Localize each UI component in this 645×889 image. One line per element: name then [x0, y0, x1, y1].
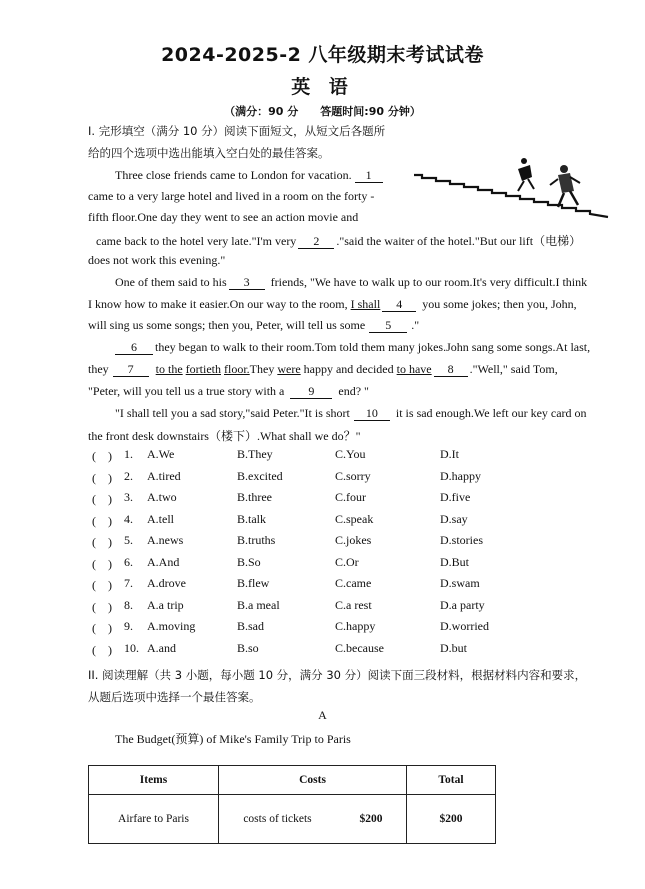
stairs-illustration: [412, 155, 612, 225]
option-a: A.tired: [147, 468, 181, 483]
question-number: 3.: [124, 490, 133, 504]
header-total: Total: [407, 766, 496, 795]
option-c: C.came: [335, 576, 372, 590]
passage-line-4: [96, 232, 581, 249]
cell-desc: costs of tickets: [219, 795, 337, 844]
passage-text: ."said the waiter of the hotel."But our lift（电梯）: [336, 234, 582, 248]
passage-line-9: [115, 340, 590, 355]
option-b: B.so: [237, 640, 259, 655]
blank-10: 10: [354, 407, 390, 421]
passage-text: "Peter, will you tell us a true story with a: [88, 384, 285, 398]
passage-line-13: the front desk downstairs（楼下）.What shall we do？": [88, 429, 361, 443]
passage-label: A: [318, 708, 327, 722]
passage-text: to have: [396, 362, 432, 376]
passage-text: you some jokes; then you, John,: [422, 297, 577, 311]
table-caption: The Budget(预算) of Mike's Family Trip to Paris: [115, 732, 351, 746]
section1-heading-line2: 给的四个选项中选出能填入空白处的最佳答案。: [88, 146, 330, 160]
passage-line-8: [88, 318, 419, 333]
option-d: D.But: [440, 554, 470, 569]
blank-4: 4: [382, 298, 416, 312]
option-b: B.So: [237, 554, 261, 569]
answer-paren[interactable]: ( ): [92, 599, 112, 614]
option-a: A.drove: [147, 576, 186, 590]
header-costs: Costs: [219, 766, 407, 795]
passage-line-3: fifth floor.One day they went to see an action movie and: [88, 210, 359, 224]
blank-8: 8: [434, 363, 468, 377]
option-c: C.sorry: [335, 468, 371, 483]
answer-paren[interactable]: ( ): [92, 470, 112, 485]
option-d: D.It: [440, 447, 459, 461]
passage-text: it is sad enough.We left our key card on: [395, 406, 587, 420]
passage-text: One of them said to his: [115, 275, 227, 289]
option-d: D.five: [440, 490, 471, 504]
cell-total: $200: [407, 795, 496, 844]
option-c: C.jokes: [335, 533, 372, 547]
passage-text: .": [411, 318, 420, 332]
section1-heading-line1: I. 完形填空（满分 10 分）阅读下面短文，从短文后各题所: [88, 124, 386, 138]
passage-text: floor.: [224, 362, 250, 376]
option-d: D.stories: [440, 533, 483, 547]
option-a: A.and: [147, 640, 176, 655]
option-d: D.swam: [440, 576, 480, 590]
blank-3: 3: [229, 276, 265, 290]
passage-text: to the: [155, 362, 183, 376]
option-b: B.They: [237, 447, 273, 461]
passage-text: they began to walk to their room.Tom told them many jokes.John sang some songs.At last,: [155, 340, 591, 354]
table-row: [89, 795, 496, 844]
question-number: 8.: [124, 597, 133, 612]
blank-6: 6: [115, 341, 153, 355]
option-a: A.tell: [147, 511, 174, 526]
option-d: D.worried: [440, 619, 489, 633]
blank-1: 1: [355, 169, 383, 183]
option-d: D.but: [440, 640, 467, 655]
passage-text: will sing us some songs; then you, Peter, will tell us some: [88, 318, 366, 332]
answer-paren[interactable]: ( ): [92, 513, 112, 528]
question-number: 2.: [124, 468, 133, 483]
option-b: B.a meal: [237, 597, 280, 612]
passage-text: were: [277, 362, 301, 376]
passage-line-12: [115, 406, 587, 421]
question-number: 5.: [124, 533, 133, 547]
passage-line-10: [88, 362, 558, 377]
passage-text: Three close friends came to London for vacation.: [115, 168, 352, 182]
option-b: B.three: [237, 490, 272, 504]
score-line: （满分：90 分 答题时间:90 分钟）: [224, 105, 421, 118]
exam-title: 2024-2025-2 八年级期末考试试卷: [161, 44, 484, 66]
option-d: D.a party: [440, 597, 485, 612]
passage-text: friends, "We have to walk up to our room.It's very difficult.I think: [270, 275, 588, 289]
section2-heading-line1: II. 阅读理解（共 3 小题，每小题 10 分，满分 30 分）阅读下面三段材料，根据材料内容和要求，: [88, 668, 587, 682]
option-c: C.happy: [335, 619, 376, 633]
option-a: A.moving: [147, 619, 196, 633]
passage-text: They: [249, 362, 275, 376]
passage-text: I know how to make it easier.On our way to the room,: [88, 297, 348, 311]
passage-line-11: [88, 384, 369, 399]
option-d: D.say: [440, 511, 468, 526]
question-number: 6.: [124, 554, 133, 569]
answer-paren[interactable]: ( ): [92, 642, 112, 657]
blank-7: 7: [113, 363, 149, 377]
option-c: C.four: [335, 490, 366, 504]
passage-line-2: came to a very large hotel and lived in a room on the forty -: [88, 189, 375, 203]
passage-text: ."Well," said Tom,: [469, 362, 558, 376]
subject-title: 英 语: [291, 76, 354, 98]
option-b: B.sad: [237, 619, 264, 633]
option-d: D.happy: [440, 468, 481, 483]
option-c: C.because: [335, 640, 384, 655]
option-c: C.speak: [335, 511, 374, 526]
passage-line-6: [115, 275, 587, 290]
option-a: A.And: [147, 554, 180, 569]
option-c: C.You: [335, 447, 366, 461]
answer-paren[interactable]: ( ): [92, 449, 112, 463]
blank-2: 2: [298, 235, 334, 249]
option-b: B.talk: [237, 511, 266, 526]
passage-text: end? ": [338, 384, 369, 398]
passage-line-7: [88, 297, 577, 312]
answer-paren[interactable]: ( ): [92, 492, 112, 506]
option-a: A.news: [147, 533, 184, 547]
blank-9: 9: [290, 385, 332, 399]
passage-line-5: does not work this evening.": [88, 253, 226, 267]
question-number: 1.: [124, 447, 133, 461]
answer-paren[interactable]: ( ): [92, 535, 112, 549]
blank-5: 5: [369, 319, 407, 333]
cell-cost: $200: [336, 795, 407, 844]
header-items: Items: [89, 766, 219, 795]
option-c: C.Or: [335, 554, 359, 569]
budget-table: [88, 765, 496, 844]
answer-paren[interactable]: ( ): [92, 578, 112, 592]
question-number: 10.: [124, 640, 139, 655]
option-c: C.a rest: [335, 597, 372, 612]
section2-heading-line2: 从题后选项中选择一个最佳答案。: [88, 690, 261, 704]
question-number: 4.: [124, 511, 133, 526]
option-b: B.flew: [237, 576, 270, 590]
option-a: A.We: [147, 447, 175, 461]
passage-text: they: [88, 362, 109, 376]
question-number: 9.: [124, 619, 133, 633]
passage-text: fortieth: [185, 362, 221, 376]
question-number: 7.: [124, 576, 133, 590]
option-a: A.a trip: [147, 597, 184, 612]
passage-text: I shall: [350, 297, 381, 311]
passage-line-1: [115, 168, 383, 183]
option-b: B.truths: [237, 533, 276, 547]
passage-text: "I shall tell you a sad story,"said Peter."It is short: [115, 406, 350, 420]
answer-paren[interactable]: ( ): [92, 556, 112, 571]
passage-text: happy and decided: [303, 362, 394, 376]
table-header-row: [89, 766, 496, 795]
answer-paren[interactable]: ( ): [92, 621, 112, 635]
passage-text: came back to the hotel very late."I'm very: [96, 234, 297, 248]
option-a: A.two: [147, 490, 177, 504]
option-b: B.excited: [237, 468, 283, 483]
cell-item: Airfare to Paris: [89, 795, 219, 844]
